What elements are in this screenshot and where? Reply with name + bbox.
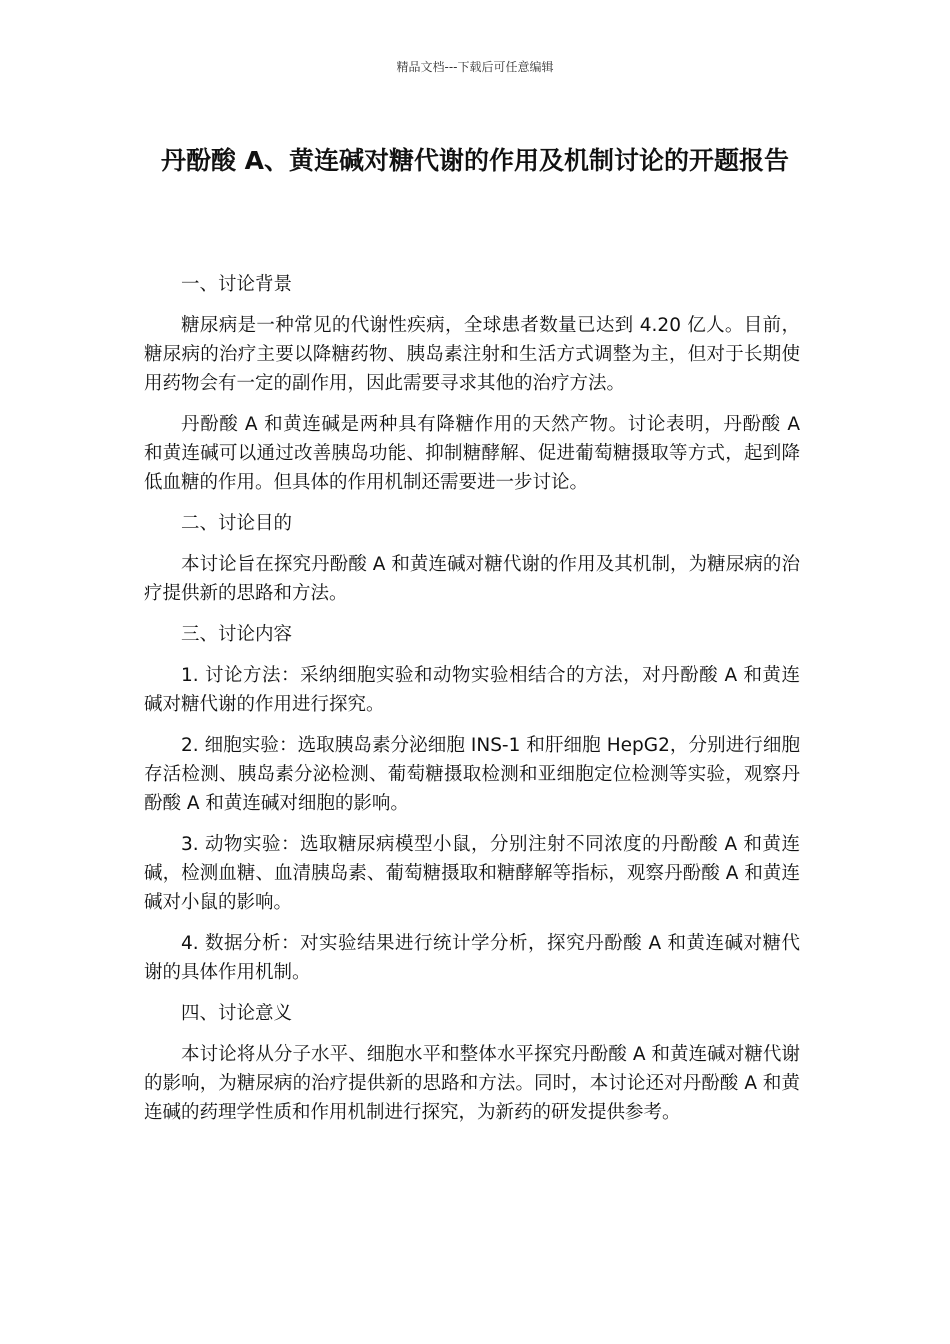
paragraph-method: 1. 讨论方法：采纳细胞实验和动物实验相结合的方法，对丹酚酸 A 和黄连碱对糖代谢的作用进行探究。: [144, 665, 800, 715]
section-heading-purpose: 二、讨论目的: [181, 513, 293, 534]
paragraph-significance: 本讨论将从分子水平、细胞水平和整体水平探究丹酚酸 A 和黄连碱对糖代谢的影响，为糖尿病的治疗提供新的思路和方法。同时，本讨论还对丹酚酸 A 和黄连碱的药理学性质和作用机制进行探究，为新药的研发提供参考。: [144, 1044, 800, 1123]
paragraph-animal-experiment: 3. 动物实验：选取糖尿病模型小鼠，分别注射不同浓度的丹酚酸 A 和黄连碱，检测血糖、血清胰岛素、葡萄糖摄取和糖酵解等指标，观察丹酚酸 A 和黄连碱对小鼠的影响。: [144, 834, 800, 913]
document-title: 丹酚酸 A、黄连碱对糖代谢的作用及机制讨论的开题报告: [160, 146, 790, 175]
paragraph-cell-experiment: 2. 细胞实验：选取胰岛素分泌细胞 INS-1 和肝细胞 HepG2，分别进行细胞存活检测、胰岛素分泌检测、葡萄糖摄取检测和亚细胞定位检测等实验，观察丹酚酸 A 和黄连碱对细胞的影响。: [144, 735, 800, 814]
paragraph-background-1: 糖尿病是一种常见的代谢性疾病，全球患者数量已达到 4.20 亿人。目前，糖尿病的治疗主要以降糖药物、胰岛素注射和生活方式调整为主，但对于长期使用药物会有一定的副作用，因此需要寻求其他的治疗方法。: [144, 315, 800, 394]
paragraph-background-2: 丹酚酸 A 和黄连碱是两种具有降糖作用的天然产物。讨论表明，丹酚酸 A 和黄连碱可以通过改善胰岛功能、抑制糖酵解、促进葡萄糖摄取等方式，起到降低血糖的作用。但具体的作用机制还需要进一步讨论。: [144, 414, 800, 493]
paragraph-data-analysis: 4. 数据分析：对实验结果进行统计学分析，探究丹酚酸 A 和黄连碱对糖代谢的具体作用机制。: [144, 933, 800, 983]
paragraph-purpose: 本讨论旨在探究丹酚酸 A 和黄连碱对糖代谢的作用及其机制，为糖尿病的治疗提供新的思路和方法。: [144, 554, 800, 604]
section-heading-background: 一、讨论背景: [181, 274, 293, 295]
section-heading-significance: 四、讨论意义: [181, 1003, 293, 1024]
page-header-watermark: 精品文档---下载后可任意编辑: [396, 60, 554, 74]
document-body: [144, 270, 800, 1139]
section-heading-content: 三、讨论内容: [181, 624, 293, 645]
